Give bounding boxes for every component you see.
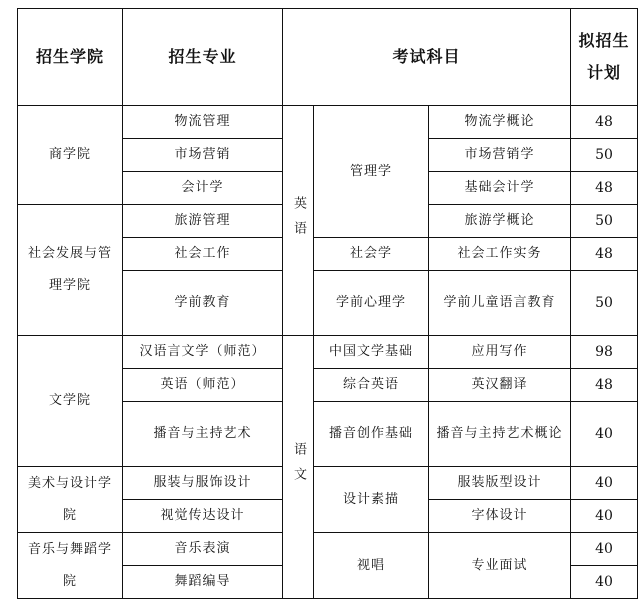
- plan-cell: 40: [571, 566, 638, 599]
- major-cell: 市场营销: [123, 139, 283, 172]
- major-cell: 音乐表演: [123, 533, 283, 566]
- subject2-cell: 市场营销学: [429, 139, 571, 172]
- subject1-cell: 视唱: [314, 533, 429, 599]
- language-english-cell: 英语: [283, 106, 314, 336]
- college-cell: 美术与设计学院: [18, 467, 123, 533]
- college-cell: 文学院: [18, 336, 123, 467]
- header-row: [18, 9, 638, 106]
- enrollment-plan-table: [17, 8, 638, 599]
- major-cell: 服装与服饰设计: [123, 467, 283, 500]
- major-cell: 英语（师范）: [123, 369, 283, 402]
- plan-cell: 50: [571, 139, 638, 172]
- plan-cell: 40: [571, 467, 638, 500]
- header-college: 招生学院: [18, 9, 123, 106]
- major-cell: 播音与主持艺术: [123, 402, 283, 467]
- subject2-cell: 物流学概论: [429, 106, 571, 139]
- subject2-cell: 服装版型设计: [429, 467, 571, 500]
- header-subjects: 考试科目: [283, 9, 571, 106]
- table-row: [18, 336, 638, 369]
- header-plan: 拟招生计划: [571, 9, 638, 106]
- subject1-cell: 学前心理学: [314, 271, 429, 336]
- subject1-cell: 播音创作基础: [314, 402, 429, 467]
- subject2-cell: 英汉翻译: [429, 369, 571, 402]
- subject2-cell: 旅游学概论: [429, 205, 571, 238]
- subject2-cell: 学前儿童语言教育: [429, 271, 571, 336]
- plan-cell: 40: [571, 500, 638, 533]
- subject2-cell: 字体设计: [429, 500, 571, 533]
- college-cell: 社会发展与管理学院: [18, 205, 123, 336]
- plan-cell: 48: [571, 238, 638, 271]
- table-row: [18, 467, 638, 500]
- subject1-cell: 设计素描: [314, 467, 429, 533]
- subject2-cell: 应用写作: [429, 336, 571, 369]
- subject2-cell: 播音与主持艺术概论: [429, 402, 571, 467]
- language-chinese-cell: 语文: [283, 336, 314, 599]
- subject2-cell: 专业面试: [429, 533, 571, 599]
- table-row: [18, 106, 638, 139]
- plan-cell: 40: [571, 402, 638, 467]
- major-cell: 学前教育: [123, 271, 283, 336]
- subject2-cell: 基础会计学: [429, 172, 571, 205]
- major-cell: 旅游管理: [123, 205, 283, 238]
- subject1-cell: 管理学: [314, 106, 429, 238]
- college-cell: 音乐与舞蹈学院: [18, 533, 123, 599]
- major-cell: 社会工作: [123, 238, 283, 271]
- plan-cell: 48: [571, 369, 638, 402]
- plan-cell: 40: [571, 533, 638, 566]
- major-cell: 舞蹈编导: [123, 566, 283, 599]
- plan-cell: 48: [571, 172, 638, 205]
- subject1-cell: 综合英语: [314, 369, 429, 402]
- subject1-cell: 社会学: [314, 238, 429, 271]
- major-cell: 会计学: [123, 172, 283, 205]
- plan-cell: 50: [571, 205, 638, 238]
- subject2-cell: 社会工作实务: [429, 238, 571, 271]
- subject1-cell: 中国文学基础: [314, 336, 429, 369]
- college-cell: 商学院: [18, 106, 123, 205]
- plan-cell: 50: [571, 271, 638, 336]
- plan-cell: 48: [571, 106, 638, 139]
- plan-cell: 98: [571, 336, 638, 369]
- major-cell: 汉语言文学（师范）: [123, 336, 283, 369]
- major-cell: 物流管理: [123, 106, 283, 139]
- header-major: 招生专业: [123, 9, 283, 106]
- major-cell: 视觉传达设计: [123, 500, 283, 533]
- table-row: [18, 533, 638, 566]
